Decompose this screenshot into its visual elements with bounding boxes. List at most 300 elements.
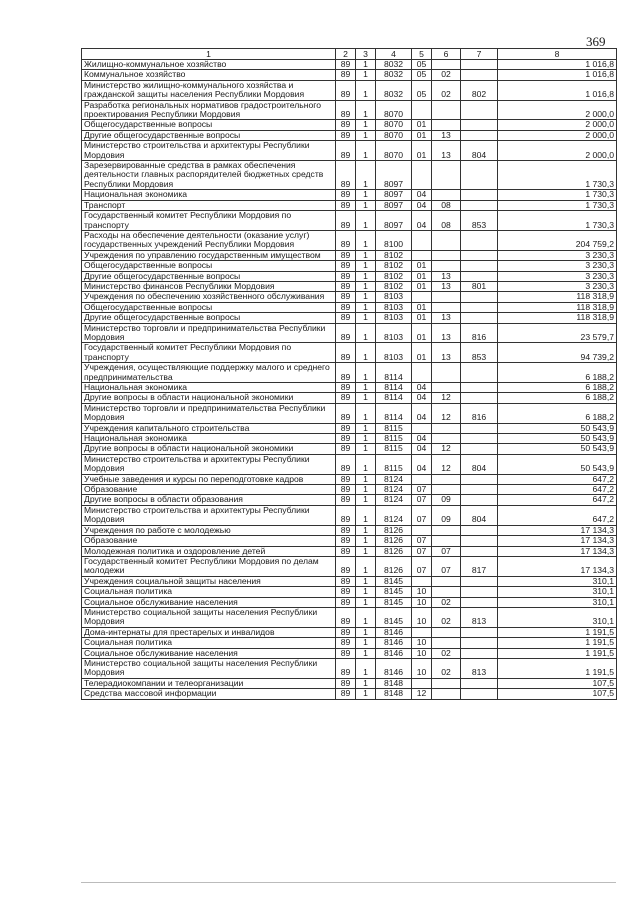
- row-code-3: 1: [356, 393, 376, 403]
- row-code-4: 8126: [376, 536, 412, 546]
- row-code-2: 89: [336, 474, 356, 484]
- table-row: [82, 120, 617, 130]
- table-row: [82, 403, 617, 423]
- row-ministry-code: [461, 638, 498, 648]
- row-section: 04: [412, 200, 432, 210]
- row-code-4: 8146: [376, 648, 412, 658]
- table-row: [82, 302, 617, 312]
- table-row: [82, 689, 617, 699]
- row-section: 04: [412, 211, 432, 231]
- row-name: Министерство финансов Республики Мордовия: [82, 281, 336, 291]
- row-ministry-code: [461, 383, 498, 393]
- row-section: 01: [412, 302, 432, 312]
- row-code-2: 89: [336, 80, 356, 100]
- row-subsection: 13: [432, 313, 461, 323]
- row-code-4: 8146: [376, 658, 412, 678]
- table-row: [82, 130, 617, 140]
- table-row: [82, 250, 617, 260]
- row-name: Расходы на обеспечение деятельности (оказание услуг) государственных учреждений Республики Мордовия: [82, 230, 336, 250]
- row-name: Телерадиокомпании и телеорганизации: [82, 678, 336, 688]
- row-ministry-code: 802: [461, 80, 498, 100]
- row-ministry-code: 816: [461, 323, 498, 343]
- row-code-3: 1: [356, 474, 376, 484]
- row-section: 01: [412, 281, 432, 291]
- row-code-2: 89: [336, 658, 356, 678]
- row-name: Молодежная политика и оздоровление детей: [82, 546, 336, 556]
- table-row: [82, 648, 617, 658]
- row-code-4: 8032: [376, 60, 412, 70]
- row-code-4: 8146: [376, 638, 412, 648]
- row-code-3: 1: [356, 505, 376, 525]
- row-code-2: 89: [336, 393, 356, 403]
- row-amount: 107,5: [498, 678, 617, 688]
- table-row: [82, 230, 617, 250]
- row-name: Учреждения капитального строительства: [82, 423, 336, 433]
- table-row: [82, 536, 617, 546]
- row-amount: 2 000,0: [498, 100, 617, 120]
- row-amount: 17 134,3: [498, 525, 617, 535]
- row-amount: 647,2: [498, 505, 617, 525]
- row-code-3: 1: [356, 638, 376, 648]
- row-section: 04: [412, 434, 432, 444]
- row-amount: 118 318,9: [498, 292, 617, 302]
- table-row: [82, 141, 617, 161]
- row-ministry-code: 817: [461, 556, 498, 576]
- row-ministry-code: [461, 474, 498, 484]
- row-code-2: 89: [336, 100, 356, 120]
- row-code-4: 8097: [376, 190, 412, 200]
- row-subsection: [432, 587, 461, 597]
- row-code-4: 8114: [376, 383, 412, 393]
- row-subsection: [432, 474, 461, 484]
- row-name: Учреждения по управлению государственным имуществом: [82, 250, 336, 260]
- row-ministry-code: [461, 161, 498, 190]
- table-row: [82, 485, 617, 495]
- row-ministry-code: [461, 261, 498, 271]
- row-code-2: 89: [336, 343, 356, 363]
- row-code-4: 8115: [376, 423, 412, 433]
- row-ministry-code: [461, 678, 498, 688]
- row-code-2: 89: [336, 434, 356, 444]
- row-section: [412, 474, 432, 484]
- row-ministry-code: [461, 200, 498, 210]
- row-name: Национальная экономика: [82, 383, 336, 393]
- row-section: 10: [412, 648, 432, 658]
- row-code-2: 89: [336, 678, 356, 688]
- row-code-2: 89: [336, 60, 356, 70]
- row-subsection: 13: [432, 130, 461, 140]
- row-amount: 310,1: [498, 576, 617, 586]
- table-row: [82, 495, 617, 505]
- row-code-4: 8114: [376, 393, 412, 403]
- row-code-2: 89: [336, 576, 356, 586]
- row-amount: 6 188,2: [498, 403, 617, 423]
- row-code-4: 8115: [376, 434, 412, 444]
- row-code-3: 1: [356, 434, 376, 444]
- row-code-4: 8097: [376, 211, 412, 231]
- row-ministry-code: 804: [461, 454, 498, 474]
- row-code-4: 8126: [376, 556, 412, 576]
- row-amount: 647,2: [498, 495, 617, 505]
- row-subsection: [432, 60, 461, 70]
- row-name: Учебные заведения и курсы по переподготовке кадров: [82, 474, 336, 484]
- row-code-2: 89: [336, 536, 356, 546]
- row-code-2: 89: [336, 190, 356, 200]
- row-amount: 2 000,0: [498, 141, 617, 161]
- table-row: [82, 261, 617, 271]
- row-code-4: 8115: [376, 444, 412, 454]
- row-code-4: 8102: [376, 261, 412, 271]
- row-code-3: 1: [356, 627, 376, 637]
- row-section: 07: [412, 556, 432, 576]
- row-code-2: 89: [336, 383, 356, 393]
- row-code-3: 1: [356, 525, 376, 535]
- row-amount: 2 000,0: [498, 120, 617, 130]
- row-amount: 310,1: [498, 597, 617, 607]
- row-code-4: 8100: [376, 230, 412, 250]
- row-amount: 2 000,0: [498, 130, 617, 140]
- row-code-4: 8097: [376, 161, 412, 190]
- table-row: [82, 281, 617, 291]
- row-ministry-code: [461, 546, 498, 556]
- header-row: [82, 49, 617, 60]
- table-row: [82, 546, 617, 556]
- row-name: Другие общегосударственные вопросы: [82, 271, 336, 281]
- row-code-2: 89: [336, 70, 356, 80]
- row-section: 04: [412, 444, 432, 454]
- row-ministry-code: 804: [461, 141, 498, 161]
- table-row: [82, 434, 617, 444]
- row-subsection: 08: [432, 211, 461, 231]
- row-name: Государственный комитет Республики Мордовия по транспорту: [82, 343, 336, 363]
- row-code-2: 89: [336, 211, 356, 231]
- row-ministry-code: 801: [461, 281, 498, 291]
- row-subsection: [432, 100, 461, 120]
- row-ministry-code: [461, 70, 498, 80]
- row-name: Образование: [82, 536, 336, 546]
- row-amount: 1 191,5: [498, 648, 617, 658]
- row-code-2: 89: [336, 627, 356, 637]
- row-amount: 17 134,3: [498, 546, 617, 556]
- row-code-3: 1: [356, 141, 376, 161]
- page-number: 369: [586, 34, 606, 49]
- row-name: Другие вопросы в области национальной экономики: [82, 393, 336, 403]
- row-section: [412, 627, 432, 637]
- header-cell: 8: [498, 49, 617, 60]
- table-row: [82, 161, 617, 190]
- row-code-4: 8070: [376, 141, 412, 161]
- table-row: [82, 323, 617, 343]
- row-amount: 1 191,5: [498, 658, 617, 678]
- row-code-3: 1: [356, 423, 376, 433]
- row-code-3: 1: [356, 556, 376, 576]
- row-section: 04: [412, 393, 432, 403]
- row-code-3: 1: [356, 130, 376, 140]
- row-subsection: [432, 190, 461, 200]
- table-row: [82, 343, 617, 363]
- row-code-2: 89: [336, 281, 356, 291]
- row-amount: 1 730,3: [498, 161, 617, 190]
- row-amount: 310,1: [498, 607, 617, 627]
- row-code-3: 1: [356, 190, 376, 200]
- row-code-3: 1: [356, 313, 376, 323]
- row-section: [412, 292, 432, 302]
- row-amount: 6 188,2: [498, 383, 617, 393]
- table-body: [82, 60, 617, 700]
- header-cell: 4: [376, 49, 412, 60]
- row-code-4: 8145: [376, 607, 412, 627]
- table-row: [82, 200, 617, 210]
- row-code-3: 1: [356, 363, 376, 383]
- row-name: Другие общегосударственные вопросы: [82, 130, 336, 140]
- table-row: [82, 587, 617, 597]
- row-section: 12: [412, 689, 432, 699]
- row-code-2: 89: [336, 525, 356, 535]
- row-ministry-code: 853: [461, 211, 498, 231]
- row-code-4: 8124: [376, 495, 412, 505]
- row-name: Общегосударственные вопросы: [82, 120, 336, 130]
- row-code-2: 89: [336, 120, 356, 130]
- row-code-2: 89: [336, 261, 356, 271]
- row-code-2: 89: [336, 292, 356, 302]
- row-code-2: 89: [336, 689, 356, 699]
- row-amount: 1 730,3: [498, 200, 617, 210]
- table-row: [82, 423, 617, 433]
- row-code-4: 8102: [376, 271, 412, 281]
- row-code-4: 8103: [376, 343, 412, 363]
- row-ministry-code: [461, 190, 498, 200]
- row-code-4: 8145: [376, 597, 412, 607]
- row-name: Социальная политика: [82, 587, 336, 597]
- row-code-2: 89: [336, 141, 356, 161]
- row-section: 07: [412, 495, 432, 505]
- row-ministry-code: [461, 130, 498, 140]
- row-code-3: 1: [356, 271, 376, 281]
- row-section: [412, 100, 432, 120]
- row-section: 01: [412, 343, 432, 363]
- row-ministry-code: [461, 313, 498, 323]
- row-code-3: 1: [356, 230, 376, 250]
- row-section: [412, 678, 432, 688]
- row-name: Разработка региональных нормативов градостроительного проектирования Республики Мордовия: [82, 100, 336, 120]
- row-code-3: 1: [356, 444, 376, 454]
- row-code-3: 1: [356, 281, 376, 291]
- row-code-4: 8145: [376, 587, 412, 597]
- row-amount: 1 730,3: [498, 211, 617, 231]
- table-row: [82, 100, 617, 120]
- row-amount: 107,5: [498, 689, 617, 699]
- row-subsection: [432, 434, 461, 444]
- row-ministry-code: [461, 689, 498, 699]
- row-code-4: 8126: [376, 525, 412, 535]
- row-name: Учреждения по работе с молодежью: [82, 525, 336, 535]
- header-cell: 5: [412, 49, 432, 60]
- table-row: [82, 363, 617, 383]
- row-code-3: 1: [356, 485, 376, 495]
- row-name: Государственный комитет Республики Мордовия по транспорту: [82, 211, 336, 231]
- row-code-4: 8070: [376, 120, 412, 130]
- row-amount: 647,2: [498, 474, 617, 484]
- row-ministry-code: [461, 444, 498, 454]
- row-section: 05: [412, 70, 432, 80]
- row-code-4: 8103: [376, 313, 412, 323]
- row-code-3: 1: [356, 261, 376, 271]
- row-subsection: 07: [432, 546, 461, 556]
- table-row: [82, 211, 617, 231]
- row-code-2: 89: [336, 313, 356, 323]
- row-amount: 1 191,5: [498, 638, 617, 648]
- row-name: Социальная политика: [82, 638, 336, 648]
- header-cell: 3: [356, 49, 376, 60]
- row-name: Министерство социальной защиты населения Республики Мордовия: [82, 658, 336, 678]
- row-code-3: 1: [356, 120, 376, 130]
- row-ministry-code: [461, 271, 498, 281]
- row-name: Средства массовой информации: [82, 689, 336, 699]
- row-section: 01: [412, 313, 432, 323]
- table-row: [82, 556, 617, 576]
- row-name: Министерство социальной защиты населения Республики Мордовия: [82, 607, 336, 627]
- row-code-2: 89: [336, 323, 356, 343]
- row-section: 04: [412, 403, 432, 423]
- row-section: [412, 363, 432, 383]
- row-code-3: 1: [356, 454, 376, 474]
- table-row: [82, 454, 617, 474]
- row-amount: 17 134,3: [498, 556, 617, 576]
- row-ministry-code: [461, 423, 498, 433]
- row-code-2: 89: [336, 495, 356, 505]
- row-name: Министерство торговли и предпринимательства Республики Мордовия: [82, 323, 336, 343]
- row-name: Национальная экономика: [82, 190, 336, 200]
- row-code-3: 1: [356, 403, 376, 423]
- row-code-4: 8032: [376, 70, 412, 80]
- row-name: Дома-интернаты для престарелых и инвалидов: [82, 627, 336, 637]
- table-row: [82, 383, 617, 393]
- row-ministry-code: [461, 627, 498, 637]
- row-code-2: 89: [336, 485, 356, 495]
- row-subsection: 09: [432, 495, 461, 505]
- row-section: 10: [412, 597, 432, 607]
- row-code-2: 89: [336, 230, 356, 250]
- row-name: Жилищно-коммунальное хозяйство: [82, 60, 336, 70]
- row-section: 07: [412, 536, 432, 546]
- row-subsection: [432, 536, 461, 546]
- row-code-3: 1: [356, 323, 376, 343]
- row-name: Коммунальное хозяйство: [82, 70, 336, 80]
- row-section: 07: [412, 505, 432, 525]
- row-ministry-code: [461, 576, 498, 586]
- row-code-3: 1: [356, 250, 376, 260]
- row-amount: 1 016,8: [498, 60, 617, 70]
- row-name: Социальное обслуживание населения: [82, 648, 336, 658]
- table-row: [82, 658, 617, 678]
- row-subsection: [432, 525, 461, 535]
- row-code-2: 89: [336, 403, 356, 423]
- row-amount: 3 230,3: [498, 250, 617, 260]
- row-name: Другие вопросы в области национальной экономики: [82, 444, 336, 454]
- row-section: 10: [412, 638, 432, 648]
- row-subsection: 12: [432, 393, 461, 403]
- row-ministry-code: [461, 495, 498, 505]
- row-subsection: 02: [432, 648, 461, 658]
- row-code-4: 8114: [376, 363, 412, 383]
- row-code-2: 89: [336, 271, 356, 281]
- row-amount: 50 543,9: [498, 423, 617, 433]
- row-amount: 6 188,2: [498, 393, 617, 403]
- row-subsection: 02: [432, 80, 461, 100]
- row-section: [412, 230, 432, 250]
- row-subsection: [432, 161, 461, 190]
- row-ministry-code: 813: [461, 607, 498, 627]
- row-code-3: 1: [356, 383, 376, 393]
- row-subsection: 12: [432, 403, 461, 423]
- row-code-2: 89: [336, 556, 356, 576]
- row-amount: 1 191,5: [498, 627, 617, 637]
- row-subsection: [432, 363, 461, 383]
- row-code-2: 89: [336, 648, 356, 658]
- row-code-4: 8114: [376, 403, 412, 423]
- table-row: [82, 393, 617, 403]
- row-name: Министерство жилищно-коммунального хозяйства и гражданской защиты населения Республики Мордовия: [82, 80, 336, 100]
- row-section: 05: [412, 60, 432, 70]
- table-row: [82, 70, 617, 80]
- row-subsection: [432, 230, 461, 250]
- row-code-4: 8032: [376, 80, 412, 100]
- table-row: [82, 678, 617, 688]
- row-section: 01: [412, 261, 432, 271]
- row-code-3: 1: [356, 211, 376, 231]
- row-ministry-code: [461, 250, 498, 260]
- row-subsection: [432, 261, 461, 271]
- row-name: Учреждения социальной защиты населения: [82, 576, 336, 586]
- row-code-4: 8097: [376, 200, 412, 210]
- row-code-4: 8146: [376, 627, 412, 637]
- row-subsection: [432, 383, 461, 393]
- table-row: [82, 597, 617, 607]
- row-code-2: 89: [336, 423, 356, 433]
- row-code-3: 1: [356, 536, 376, 546]
- row-amount: 3 230,3: [498, 271, 617, 281]
- row-subsection: 02: [432, 658, 461, 678]
- row-name: Учреждения по обеспечению хозяйственного обслуживания: [82, 292, 336, 302]
- row-section: 01: [412, 271, 432, 281]
- row-code-3: 1: [356, 546, 376, 556]
- row-section: 01: [412, 120, 432, 130]
- row-code-3: 1: [356, 689, 376, 699]
- row-section: 07: [412, 546, 432, 556]
- table-row: [82, 638, 617, 648]
- row-section: 01: [412, 141, 432, 161]
- row-name: Министерство торговли и предпринимательства Республики Мордовия: [82, 403, 336, 423]
- row-subsection: 08: [432, 200, 461, 210]
- row-subsection: 02: [432, 70, 461, 80]
- row-subsection: 13: [432, 343, 461, 363]
- row-code-4: 8124: [376, 505, 412, 525]
- row-code-3: 1: [356, 648, 376, 658]
- row-code-2: 89: [336, 161, 356, 190]
- row-subsection: [432, 292, 461, 302]
- row-subsection: [432, 302, 461, 312]
- row-subsection: [432, 627, 461, 637]
- row-code-4: 8124: [376, 474, 412, 484]
- table-row: [82, 627, 617, 637]
- row-code-4: 8148: [376, 689, 412, 699]
- row-amount: 50 543,9: [498, 454, 617, 474]
- row-code-4: 8115: [376, 454, 412, 474]
- row-name: Министерство строительства и архитектуры Республики Мордовия: [82, 454, 336, 474]
- row-code-2: 89: [336, 638, 356, 648]
- row-ministry-code: [461, 597, 498, 607]
- row-section: 01: [412, 323, 432, 343]
